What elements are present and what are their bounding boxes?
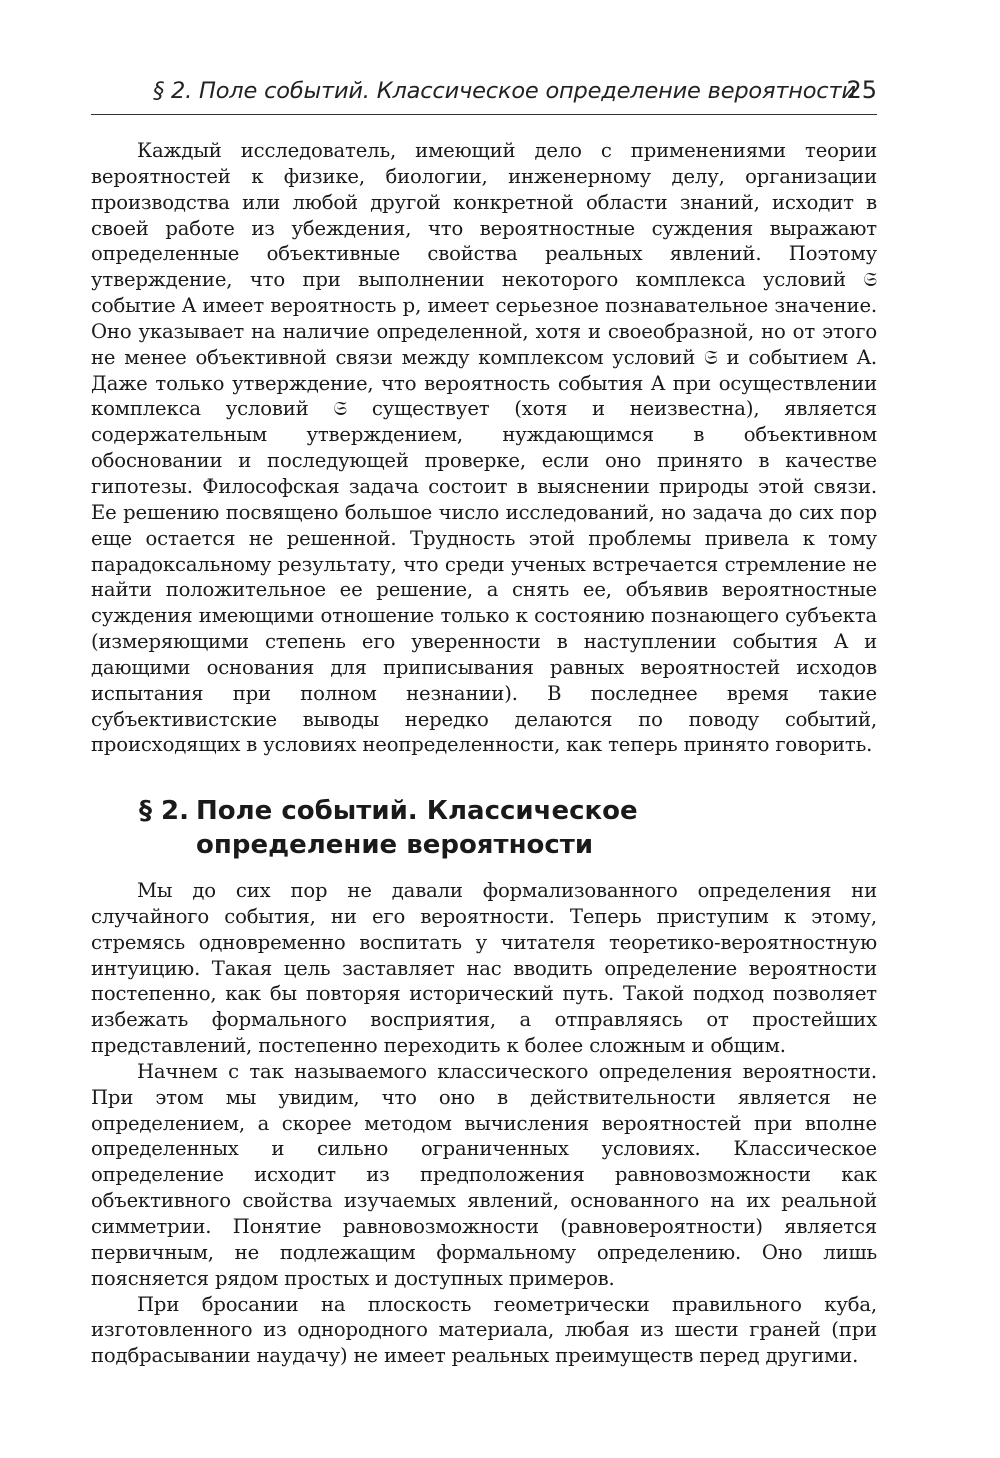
paragraph: При бросании на плоскость геометрически правильного куба, изготовленного из однородного материала, любая из шести граней (при подбрасывании наудачу) не имеет реальных преимуществ перед другими. [91, 1292, 877, 1368]
section-heading [139, 794, 877, 862]
text-block-before-section [91, 138, 877, 758]
section-number: § 2. [139, 796, 190, 826]
paragraph: Начнем с так называемого классического определения вероятности. При этом мы увидим, что оно в действительности является не определением, а скорее методом вычисления вероятностей при вполне определенных и сильно ограниченных условиях. Классическое определение исходит из предположения равновозможности как объективного свойства изучаемых явлений, основанного на их реальной симметрии. Понятие равновозможности (равновероятности) является первичным, не подлежащим формальному определению. Оно лишь поясняется рядом простых и доступных примеров. [91, 1059, 877, 1290]
section-heading-line1 [139, 794, 877, 828]
section-title-line1: Поле событий. Классическое [196, 796, 638, 826]
running-head-title: § 2. Поле событий. Классическое определение вероятности [153, 78, 856, 104]
book-page [91, 0, 877, 1458]
paragraph: Каждый исследователь, имеющий дело с применениями теории вероятностей к физике, биологии, инженерному делу, организации производства или любой другой конкретной области знаний, исходит в своей работе из убеждения, что вероятностные суждения выражают определенные объективные свойства реальных явлений. Поэтому утверждение, что при выполнении некоторого комплекса условий 𝔖 событие A имеет вероятность p, имеет серьезное познавательное значение. Оно указывает на наличие определенной, хотя и своеобразной, но от этого не менее объективной связи между комплексом условий 𝔖 и событием A. Даже только утверждение, что вероятность события A при осуществлении комплекса условий 𝔖 существует (хотя и неизвестна), является содержательным утверждением, нуждающимся в объективном обосновании и последующей проверке, если оно принято в качестве гипотезы. Философская задача состоит в выяснении природы этой связи. Ее решению посвящено большое число исследований, но задача до сих пор еще остается не решенной. Трудность этой проблемы привела к тому парадоксальному результату, что среди ученых встречается стремление не найти положительное ее решение, а снять ее, объявив вероятностные суждения имеющими отношение только к состоянию познающего субъекта (измеряющими степень его уверенности в наступлении события A и дающими основания для приписывания равных вероятностей исходов испытания при полном незнании). В последнее время такие субъективистские выводы нередко делаются по поводу событий, происходящих в условиях неопределенности, как теперь принято говорить. [91, 139, 877, 757]
running-head [91, 74, 877, 115]
section-title-line2: определение вероятности [196, 830, 594, 860]
page-number: 25 [846, 76, 877, 104]
text-block-after-section [91, 878, 877, 1369]
paragraph: Мы до сих пор не давали формализованного определения ни случайного события, ни его вероятности. Теперь приступим к этому, стремясь одновременно воспитать у читателя теоретико-вероятностную интуицию. Такая цель заставляет нас вводить определение вероятности постепенно, как бы повторяя исторический путь. Такой подход позволяет избежать формального восприятия, а отправляясь от простейших представлений, постепенно переходить к более сложным и общим. [91, 879, 877, 1058]
